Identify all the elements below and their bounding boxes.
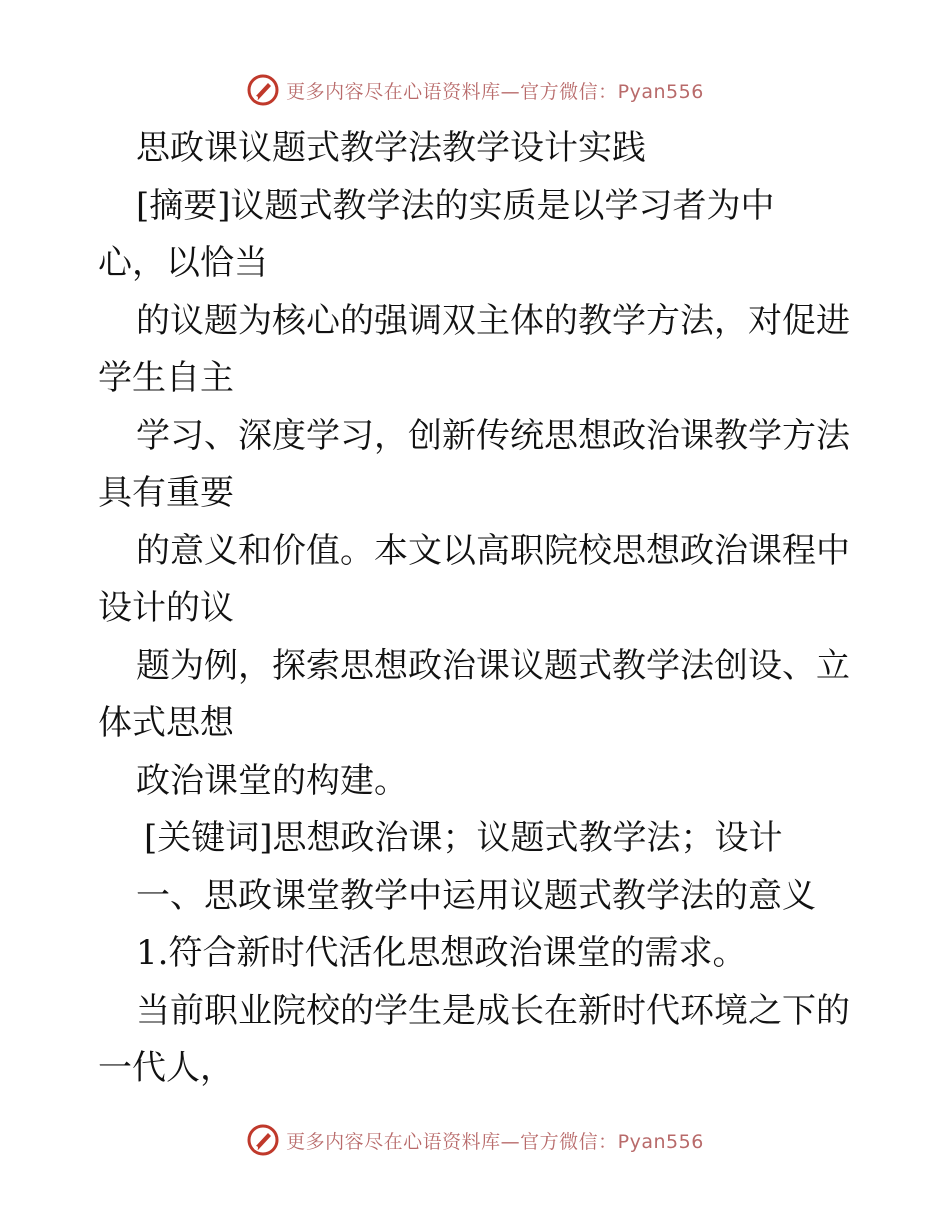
abstract-line: 学生自主 [98, 358, 234, 398]
footer-watermark-text: 更多内容尽在心语资料库—官方微信：Pyan556 [286, 1130, 704, 1153]
header-watermark-banner [0, 70, 950, 110]
abstract-line: 政治课堂的构建。 [136, 760, 408, 801]
abstract-line: 的意义和价值。本文以高职院校思想政治课程中 [136, 530, 850, 571]
pen-seal-icon [246, 73, 280, 107]
document-body [98, 120, 858, 1098]
paragraph-line: 一代人， [98, 1048, 234, 1088]
paragraph-line: 当前职业院校的学生是成长在新时代环境之下的 [136, 990, 850, 1031]
document-title: 思政课议题式教学法教学设计实践 [136, 128, 646, 168]
abstract-line: 学习、深度学习，创新传统思想政治课教学方法 [136, 415, 850, 456]
abstract-line: 题为例，探索思想政治课议题式教学法创设、立 [136, 645, 850, 686]
keywords-line: [关键词]思想政治课；议题式教学法；设计 [144, 818, 783, 858]
abstract-line: 的议题为核心的强调双主体的教学方法，对促进 [136, 300, 850, 341]
header-watermark-text: 更多内容尽在心语资料库—官方微信：Pyan556 [286, 80, 704, 103]
abstract-line: 心，以恰当 [98, 243, 268, 283]
subsection-heading: 1.符合新时代活化思想政治课堂的需求。 [136, 933, 747, 973]
abstract-line: [摘要]议题式教学法的实质是以学习者为中 [136, 185, 775, 226]
pen-seal-icon [246, 1123, 280, 1157]
section-heading: 一、思政课堂教学中运用议题式教学法的意义 [136, 875, 816, 916]
abstract-line: 设计的议 [98, 588, 234, 628]
abstract-line: 具有重要 [98, 473, 234, 513]
abstract-line: 体式思想 [98, 703, 234, 743]
footer-watermark-banner [0, 1120, 950, 1160]
